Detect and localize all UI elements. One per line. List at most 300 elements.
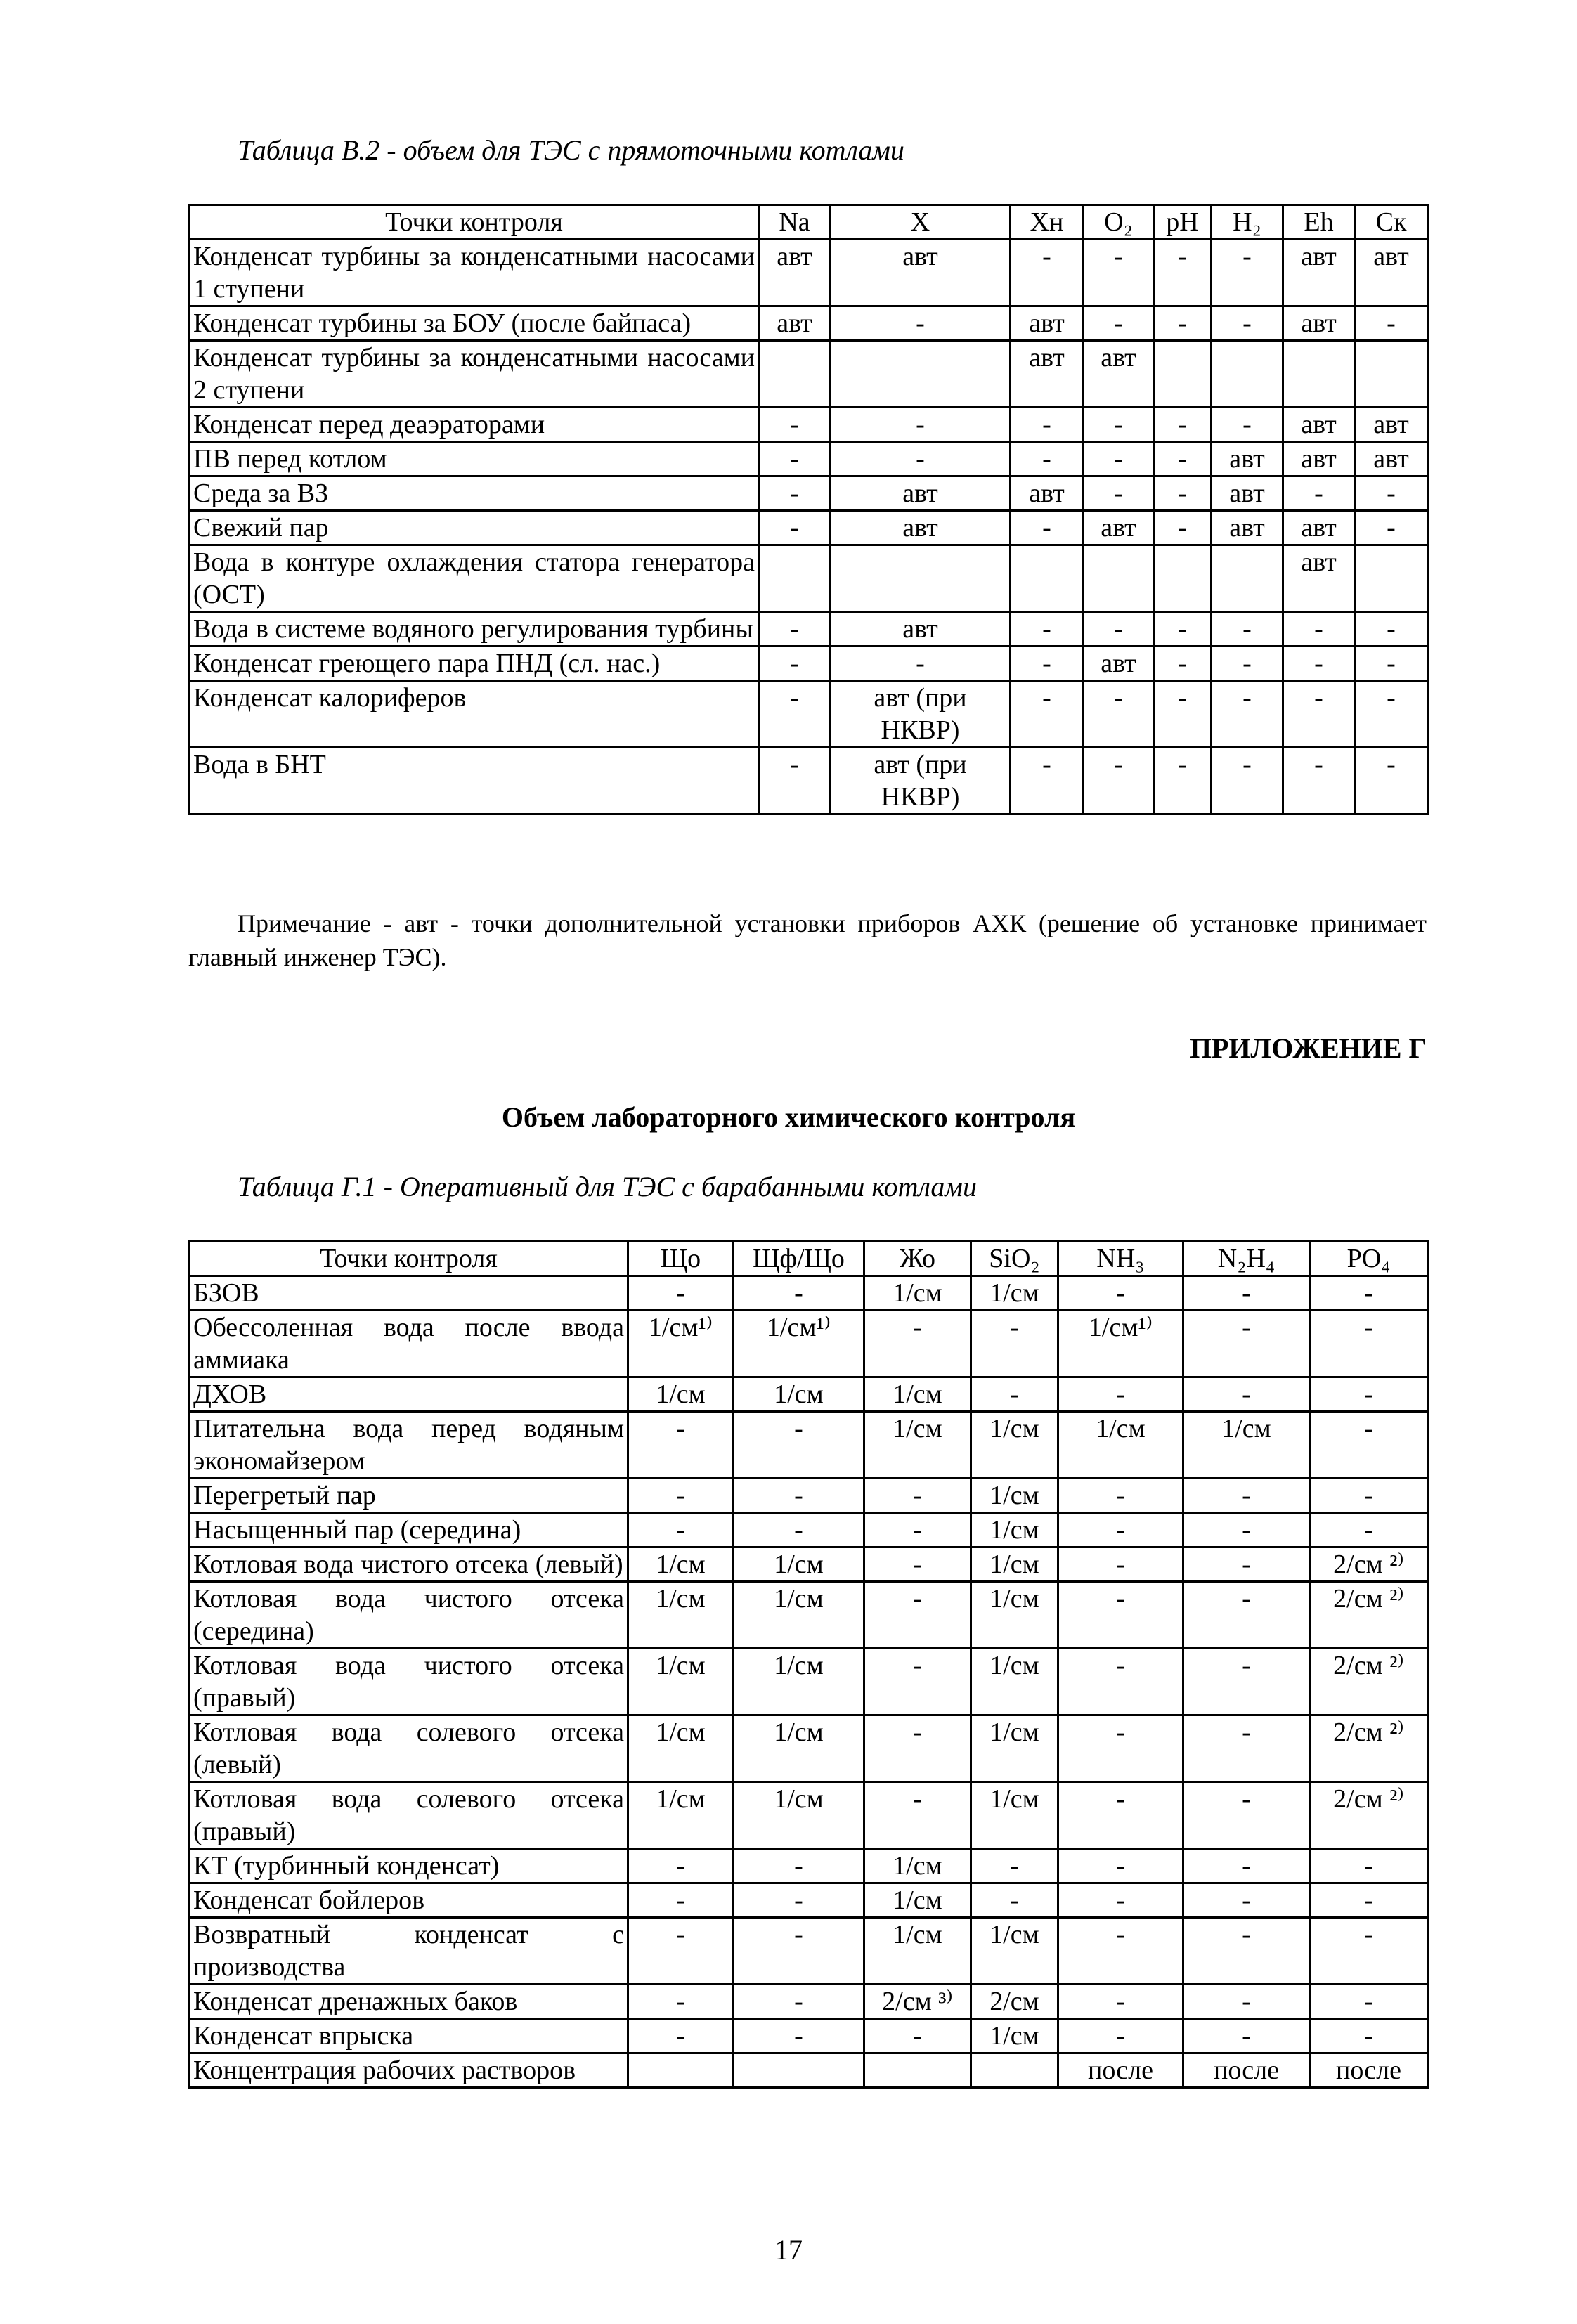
table-v2-cell xyxy=(1355,341,1428,408)
section-title: Объем лабораторного химического контроля xyxy=(501,1101,1076,1133)
table-v2-cell: - xyxy=(1011,681,1084,748)
table-v2-cell: авт xyxy=(831,612,1011,647)
table-v2-header-cell: Na xyxy=(759,205,831,240)
table-v2-cell: - xyxy=(1212,408,1283,442)
table-g1-cell: - xyxy=(1183,1985,1310,2019)
table-g1-row-label: Обессоленная вода после ввода аммиака xyxy=(190,1311,628,1377)
table-g1-cell: - xyxy=(864,2019,971,2053)
table-row xyxy=(190,476,1428,511)
table-g1-cell: 1/см xyxy=(628,1377,734,1412)
table-g1-cell: 1/см xyxy=(864,1883,971,1918)
table-v2-cell xyxy=(831,545,1011,612)
table-g1-cell: 2/см ²⁾ xyxy=(1310,1649,1428,1715)
table-g1-header-cell: Щф/Що xyxy=(734,1242,864,1276)
table-g1-cell: 1/см xyxy=(628,1782,734,1849)
table-v2-cell: - xyxy=(759,681,831,748)
table-v2-cell: авт xyxy=(831,511,1011,545)
table-v2-cell: авт xyxy=(1283,545,1355,612)
table-g1-cell: после xyxy=(1058,2053,1183,2088)
table-row xyxy=(190,1547,1428,1582)
table-row xyxy=(190,442,1428,476)
table-v2-row-label: Конденсат турбины за БОУ (после байпаса) xyxy=(190,306,759,341)
table-v2-cell xyxy=(831,341,1011,408)
table-g1-cell: - xyxy=(864,1582,971,1649)
table-g1-cell: - xyxy=(628,1849,734,1883)
table-v2-cell: - xyxy=(1011,408,1084,442)
table-g1-cell: 1/см xyxy=(734,1582,864,1649)
table-v2-cell: авт xyxy=(1283,408,1355,442)
table-v2-cell: авт xyxy=(1084,341,1154,408)
table-g1-cell: - xyxy=(628,1918,734,1985)
table-g1-cell: - xyxy=(734,1849,864,1883)
table-v2-cell: - xyxy=(1084,442,1154,476)
table-v2-cell xyxy=(1011,545,1084,612)
table-g1-cell xyxy=(628,2053,734,2088)
table-g1-cell: 1/см xyxy=(864,1849,971,1883)
table-g1-cell xyxy=(971,2053,1058,2088)
table-v2-header-cell: X xyxy=(831,205,1011,240)
table-row xyxy=(190,1883,1428,1918)
table-v2-cell: - xyxy=(831,306,1011,341)
table-v2-cell: - xyxy=(759,748,831,814)
table-g1-cell: 1/см¹⁾ xyxy=(628,1311,734,1377)
table-v2-cell: - xyxy=(831,647,1011,681)
table-g1-cell xyxy=(864,2053,971,2088)
table-g1-cell: - xyxy=(1310,1985,1428,2019)
table-g1-cell: 1/см xyxy=(1058,1412,1183,1479)
table-v2-cell: - xyxy=(1084,408,1154,442)
table-v2-cell: - xyxy=(1154,306,1212,341)
table-g1-cell: 1/см xyxy=(971,1276,1058,1311)
table-v2-cell: авт xyxy=(1011,341,1084,408)
table-v2-row-label: Вода в БНТ xyxy=(190,748,759,814)
table-g1-caption: Таблица Г.1 - Оперативный для ТЭС с барабанными котлами xyxy=(238,1171,977,1202)
table-g1-row-label: Котловая вода чистого отсека (левый) xyxy=(190,1547,628,1582)
table-g1-cell: - xyxy=(1183,1311,1310,1377)
appendix-title: ПРИЛОЖЕНИЕ Г xyxy=(1189,1032,1427,1064)
table-v2-cell: - xyxy=(831,442,1011,476)
table-v2-row-label: Конденсат турбины за конденсатными насосами 2 ступени xyxy=(190,341,759,408)
table-g1-cell: - xyxy=(1058,1513,1183,1547)
table-v2-header-cell: Eh xyxy=(1283,205,1355,240)
table-v2-cell: - xyxy=(1283,612,1355,647)
table-g1-cell: - xyxy=(1183,1513,1310,1547)
table-g1-cell: 2/см ²⁾ xyxy=(1310,1582,1428,1649)
table-row xyxy=(190,681,1428,748)
table-g1-cell: - xyxy=(628,1883,734,1918)
table-row xyxy=(190,1715,1428,1782)
table-v2-cell: авт (при НКВР) xyxy=(831,748,1011,814)
table-g1-cell: - xyxy=(1310,1883,1428,1918)
table-v2-cell: - xyxy=(1154,748,1212,814)
table-v2-cell: - xyxy=(1355,476,1428,511)
table-v2-note xyxy=(188,907,1427,974)
table-v2-cell: - xyxy=(1154,240,1212,306)
table-v2-header-cell: O₂ xyxy=(1084,205,1154,240)
table-v2-row-label: ПВ перед котлом xyxy=(190,442,759,476)
table-g1-cell: - xyxy=(628,1276,734,1311)
table-v2-cell: авт xyxy=(1084,511,1154,545)
table-v2-row-label: Вода в контуре охлаждения статора генератора (ОСТ) xyxy=(190,545,759,612)
table-v2-row-label: Конденсат турбины за конденсатными насосами 1 ступени xyxy=(190,240,759,306)
table-v2-caption: Таблица В.2 - объем для ТЭС с прямоточными котлами xyxy=(238,134,904,166)
table-v2-cell xyxy=(759,545,831,612)
table-row xyxy=(190,1649,1428,1715)
table-g1-cell: - xyxy=(1183,1276,1310,1311)
table-v2-cell: - xyxy=(1212,647,1283,681)
table-v2-cell: - xyxy=(1283,647,1355,681)
table-g1-cell: - xyxy=(971,1377,1058,1412)
table-g1-row-label: Концентрация рабочих растворов xyxy=(190,2053,628,2088)
table-g1-cell: - xyxy=(628,2019,734,2053)
table-g1-cell: - xyxy=(1058,1547,1183,1582)
table-g1-header-cell: Точки контроля xyxy=(190,1242,628,1276)
table-g1-header-cell: SiO₂ xyxy=(971,1242,1058,1276)
table-v2-cell: - xyxy=(1212,681,1283,748)
table-g1-cell: - xyxy=(1058,1849,1183,1883)
table-g1-cell: 1/см xyxy=(971,1782,1058,1849)
table-row xyxy=(190,1276,1428,1311)
table-g1-cell: - xyxy=(734,1985,864,2019)
table-row xyxy=(190,647,1428,681)
table-g1-cell: - xyxy=(1058,1985,1183,2019)
table-v2 xyxy=(188,204,1429,815)
table-v2-cell: - xyxy=(1154,476,1212,511)
table-v2-cell: - xyxy=(1355,612,1428,647)
note-text: Примечание - авт - точки дополнительной установки приборов АХК (решение об установке принимает главный инженер ТЭС). xyxy=(188,909,1427,971)
table-v2-cell: - xyxy=(1283,681,1355,748)
table-row xyxy=(190,612,1428,647)
table-g1-cell: 1/см xyxy=(628,1582,734,1649)
table-v2-cell: авт xyxy=(831,476,1011,511)
table-g1-cell: 2/см ²⁾ xyxy=(1310,1715,1428,1782)
table-g1-cell: - xyxy=(734,1276,864,1311)
table-v2-row-label: Среда за ВЗ xyxy=(190,476,759,511)
table-v2-cell: - xyxy=(1084,476,1154,511)
table-v2-cell xyxy=(1154,341,1212,408)
table-g1-cell: - xyxy=(1058,1918,1183,1985)
table-g1-cell: - xyxy=(1058,1276,1183,1311)
table-g1-cell: - xyxy=(1058,1715,1183,1782)
table-row xyxy=(190,748,1428,814)
table-v2-cell: - xyxy=(1283,476,1355,511)
table-v2-cell: авт xyxy=(1011,306,1084,341)
table-v2-header-cell: Cк xyxy=(1355,205,1428,240)
table-v2-row-label: Конденсат перед деаэраторами xyxy=(190,408,759,442)
table-row xyxy=(190,1985,1428,2019)
table-g1-cell: - xyxy=(1058,1479,1183,1513)
table-g1-cell: 2/см xyxy=(971,1985,1058,2019)
table-row xyxy=(190,1479,1428,1513)
table-g1-cell: - xyxy=(1058,1377,1183,1412)
table-g1-cell: - xyxy=(1058,1782,1183,1849)
table-g1 xyxy=(188,1240,1429,2089)
table-g1-cell: - xyxy=(1310,2019,1428,2053)
table-g1-cell: 1/см xyxy=(864,1918,971,1985)
table-v2-header-cell: pH xyxy=(1154,205,1212,240)
table-g1-cell: - xyxy=(1058,1582,1183,1649)
table-g1-cell: - xyxy=(971,1849,1058,1883)
table-v2-cell: - xyxy=(759,408,831,442)
table-g1-cell: 1/см xyxy=(971,1649,1058,1715)
table-v2-cell: авт xyxy=(1283,511,1355,545)
table-g1-header-cell: PO₄ xyxy=(1310,1242,1428,1276)
table-g1-cell: 1/см xyxy=(971,1918,1058,1985)
table-v2-cell: - xyxy=(1154,647,1212,681)
table-g1-row-label: Возвратный конденсат с производства xyxy=(190,1918,628,1985)
table-v2-cell xyxy=(1283,341,1355,408)
table-g1-cell: 1/см xyxy=(971,1479,1058,1513)
table-g1-cell: 1/см xyxy=(734,1715,864,1782)
table-g1-cell: - xyxy=(628,1479,734,1513)
table-v2-cell: - xyxy=(1212,748,1283,814)
table-v2-cell: - xyxy=(1084,612,1154,647)
table-g1-cell: - xyxy=(734,1412,864,1479)
table-v2-cell: - xyxy=(1084,306,1154,341)
table-g1-cell: 1/см xyxy=(971,1547,1058,1582)
table-v2-cell: авт xyxy=(1011,476,1084,511)
table-row xyxy=(190,1412,1428,1479)
table-g1-cell: - xyxy=(1183,1377,1310,1412)
table-g1-cell: - xyxy=(1183,1918,1310,1985)
table-v2-cell: авт (при НКВР) xyxy=(831,681,1011,748)
table-v2-cell: авт xyxy=(1355,442,1428,476)
table-g1-cell: - xyxy=(971,1883,1058,1918)
table-g1-row-label: Перегретый пар xyxy=(190,1479,628,1513)
table-g1-row-label: Котловая вода чистого отсека (правый) xyxy=(190,1649,628,1715)
table-g1-cell: после xyxy=(1183,2053,1310,2088)
table-v2-cell xyxy=(1084,545,1154,612)
table-g1-cell: - xyxy=(1058,1883,1183,1918)
table-v2-cell xyxy=(759,341,831,408)
table-v2-cell xyxy=(1212,545,1283,612)
table-v2-cell: авт xyxy=(1212,511,1283,545)
table-g1-cell: - xyxy=(628,1985,734,2019)
table-g1-cell: - xyxy=(1183,2019,1310,2053)
table-v2-cell: - xyxy=(1154,681,1212,748)
table-v2-cell: - xyxy=(1355,647,1428,681)
table-g1-cell: - xyxy=(1183,1715,1310,1782)
table-g1-cell: - xyxy=(1310,1849,1428,1883)
table-g1-cell: - xyxy=(864,1782,971,1849)
table-v2-cell: - xyxy=(1011,511,1084,545)
table-g1-row-label: Конденсат впрыска xyxy=(190,2019,628,2053)
table-g1-cell: 1/см xyxy=(971,1412,1058,1479)
table-g1-cell: - xyxy=(864,1513,971,1547)
table-v2-cell: - xyxy=(1154,612,1212,647)
table-g1-cell: 2/см ²⁾ xyxy=(1310,1547,1428,1582)
table-v2-cell xyxy=(1212,341,1283,408)
table-g1-cell xyxy=(734,2053,864,2088)
table-g1-cell: - xyxy=(971,1311,1058,1377)
table-v2-cell: авт xyxy=(1355,408,1428,442)
table-g1-cell: 1/см xyxy=(628,1649,734,1715)
table-v2-cell: - xyxy=(1355,748,1428,814)
table-g1-cell: - xyxy=(1310,1377,1428,1412)
table-v2-cell: - xyxy=(1154,408,1212,442)
table-g1-cell: - xyxy=(1310,1918,1428,1985)
table-g1-header-cell: N₂H₄ xyxy=(1183,1242,1310,1276)
table-v2-cell: - xyxy=(1084,240,1154,306)
table-g1-cell: - xyxy=(1183,1649,1310,1715)
table-g1-cell: - xyxy=(734,1883,864,1918)
table-g1-cell: 2/см ³⁾ xyxy=(864,1985,971,2019)
table-v2-cell: - xyxy=(759,612,831,647)
table-v2-cell xyxy=(1355,545,1428,612)
table-v2-header-row xyxy=(190,205,1428,240)
table-v2-cell: - xyxy=(1011,647,1084,681)
table-g1-cell: 1/см xyxy=(734,1377,864,1412)
table-v2-cell: - xyxy=(759,442,831,476)
table-g1-row-label: Котловая вода солевого отсека (левый) xyxy=(190,1715,628,1782)
table-v2-header-cell: Точки контроля xyxy=(190,205,759,240)
table-g1-header-row xyxy=(190,1242,1428,1276)
table-row xyxy=(190,1918,1428,1985)
table-g1-row-label: Конденсат дренажных баков xyxy=(190,1985,628,2019)
table-g1-cell: - xyxy=(1310,1276,1428,1311)
table-g1-cell: - xyxy=(1183,1782,1310,1849)
table-g1-cell: - xyxy=(864,1311,971,1377)
table-v2-cell: - xyxy=(1212,306,1283,341)
table-row xyxy=(190,408,1428,442)
table-g1-header-cell: Щo xyxy=(628,1242,734,1276)
table-v2-cell: авт xyxy=(1283,442,1355,476)
table-v2-cell: - xyxy=(1011,240,1084,306)
table-v2-cell: авт xyxy=(831,240,1011,306)
table-g1-row-label: Питательна вода перед водяным экономайзером xyxy=(190,1412,628,1479)
table-v2-cell: авт xyxy=(759,306,831,341)
table-g1-cell: 1/см xyxy=(734,1782,864,1849)
table-row xyxy=(190,511,1428,545)
table-g1-cell: 1/см xyxy=(628,1715,734,1782)
table-row xyxy=(190,2019,1428,2053)
table-g1-cell: - xyxy=(1310,1479,1428,1513)
table-g1-row-label: Котловая вода чистого отсека (середина) xyxy=(190,1582,628,1649)
table-g1-cell: после xyxy=(1310,2053,1428,2088)
table-v2-cell: - xyxy=(1212,240,1283,306)
table-v2-cell: - xyxy=(1355,306,1428,341)
table-v2-cell: авт xyxy=(1212,476,1283,511)
table-g1-cell: - xyxy=(734,2019,864,2053)
table-row xyxy=(190,1782,1428,1849)
table-v2-header-cell: Xн xyxy=(1011,205,1084,240)
table-g1-cell: - xyxy=(1183,1849,1310,1883)
table-g1-cell: 1/см xyxy=(971,2019,1058,2053)
table-v2-cell: - xyxy=(1283,748,1355,814)
table-g1-header-cell: Жо xyxy=(864,1242,971,1276)
table-g1-cell: 1/см xyxy=(971,1513,1058,1547)
table-v2-cell: - xyxy=(1154,442,1212,476)
table-v2-row-label: Свежий пар xyxy=(190,511,759,545)
table-v2-cell: - xyxy=(1355,681,1428,748)
table-v2-cell: авт xyxy=(1355,240,1428,306)
table-v2-cell: авт xyxy=(1212,442,1283,476)
table-g1-cell: - xyxy=(1310,1513,1428,1547)
table-v2-row-label: Вода в системе водяного регулирования турбины xyxy=(190,612,759,647)
table-v2-cell: - xyxy=(1011,442,1084,476)
table-v2-cell: - xyxy=(831,408,1011,442)
table-g1-row-label: ДХОВ xyxy=(190,1377,628,1412)
table-g1-cell: - xyxy=(1183,1582,1310,1649)
table-g1-cell: - xyxy=(628,1412,734,1479)
table-g1-cell: - xyxy=(1058,2019,1183,2053)
table-g1-cell: - xyxy=(864,1479,971,1513)
table-row xyxy=(190,1311,1428,1377)
table-row xyxy=(190,1513,1428,1547)
table-g1-cell: - xyxy=(1310,1311,1428,1377)
table-v2-cell: - xyxy=(1212,612,1283,647)
table-row xyxy=(190,1849,1428,1883)
table-v2-cell: авт xyxy=(1283,240,1355,306)
table-g1-cell: 1/см xyxy=(864,1377,971,1412)
table-row xyxy=(190,341,1428,408)
table-v2-cell: - xyxy=(759,511,831,545)
table-v2-cell: - xyxy=(759,647,831,681)
table-v2-cell: - xyxy=(759,476,831,511)
table-g1-cell: - xyxy=(864,1715,971,1782)
table-g1-cell: 1/см xyxy=(1183,1412,1310,1479)
table-g1-cell: - xyxy=(734,1513,864,1547)
table-g1-cell: - xyxy=(628,1513,734,1547)
table-g1-cell: 1/см xyxy=(971,1715,1058,1782)
page-number: 17 xyxy=(774,2234,803,2266)
table-v2-cell: авт xyxy=(1084,647,1154,681)
table-v2-cell: - xyxy=(1154,511,1212,545)
table-g1-cell: - xyxy=(1058,1649,1183,1715)
table-g1-cell: - xyxy=(864,1547,971,1582)
table-v2-row-label: Конденсат греющего пара ПНД (сл. нас.) xyxy=(190,647,759,681)
table-g1-cell: 1/см xyxy=(864,1276,971,1311)
table-g1-cell: 1/см xyxy=(971,1582,1058,1649)
table-g1-cell: 1/см¹⁾ xyxy=(1058,1311,1183,1377)
table-v2-cell xyxy=(1154,545,1212,612)
table-row xyxy=(190,240,1428,306)
table-g1-row-label: КТ (турбинный конденсат) xyxy=(190,1849,628,1883)
table-v2-cell: - xyxy=(1011,748,1084,814)
table-g1-cell: - xyxy=(734,1479,864,1513)
table-g1-cell: - xyxy=(1183,1547,1310,1582)
table-row xyxy=(190,306,1428,341)
table-g1-cell: - xyxy=(734,1918,864,1985)
table-v2-cell: - xyxy=(1011,612,1084,647)
table-g1-row-label: Котловая вода солевого отсека (правый) xyxy=(190,1782,628,1849)
table-g1-cell: 1/см¹⁾ xyxy=(734,1311,864,1377)
table-row xyxy=(190,2053,1428,2088)
table-v2-cell: авт xyxy=(1283,306,1355,341)
table-v2-cell: авт xyxy=(759,240,831,306)
table-g1-cell: - xyxy=(864,1649,971,1715)
table-g1-cell: - xyxy=(1183,1479,1310,1513)
table-g1-header-cell: NH₃ xyxy=(1058,1242,1183,1276)
table-g1-row-label: Конденсат бойлеров xyxy=(190,1883,628,1918)
table-row xyxy=(190,1377,1428,1412)
table-v2-cell: - xyxy=(1084,748,1154,814)
table-row xyxy=(190,545,1428,612)
table-g1-cell: 2/см ²⁾ xyxy=(1310,1782,1428,1849)
table-g1-cell: 1/см xyxy=(864,1412,971,1479)
table-g1-cell: 1/см xyxy=(628,1547,734,1582)
table-v2-header-cell: H₂ xyxy=(1212,205,1283,240)
table-g1-cell: 1/см xyxy=(734,1547,864,1582)
table-row xyxy=(190,1582,1428,1649)
table-v2-cell: - xyxy=(1355,511,1428,545)
table-v2-cell: - xyxy=(1084,681,1154,748)
table-g1-cell: - xyxy=(1183,1883,1310,1918)
table-g1-cell: 1/см xyxy=(734,1649,864,1715)
table-g1-row-label: БЗОВ xyxy=(190,1276,628,1311)
table-v2-row-label: Конденсат калориферов xyxy=(190,681,759,748)
table-g1-cell: - xyxy=(1310,1412,1428,1479)
